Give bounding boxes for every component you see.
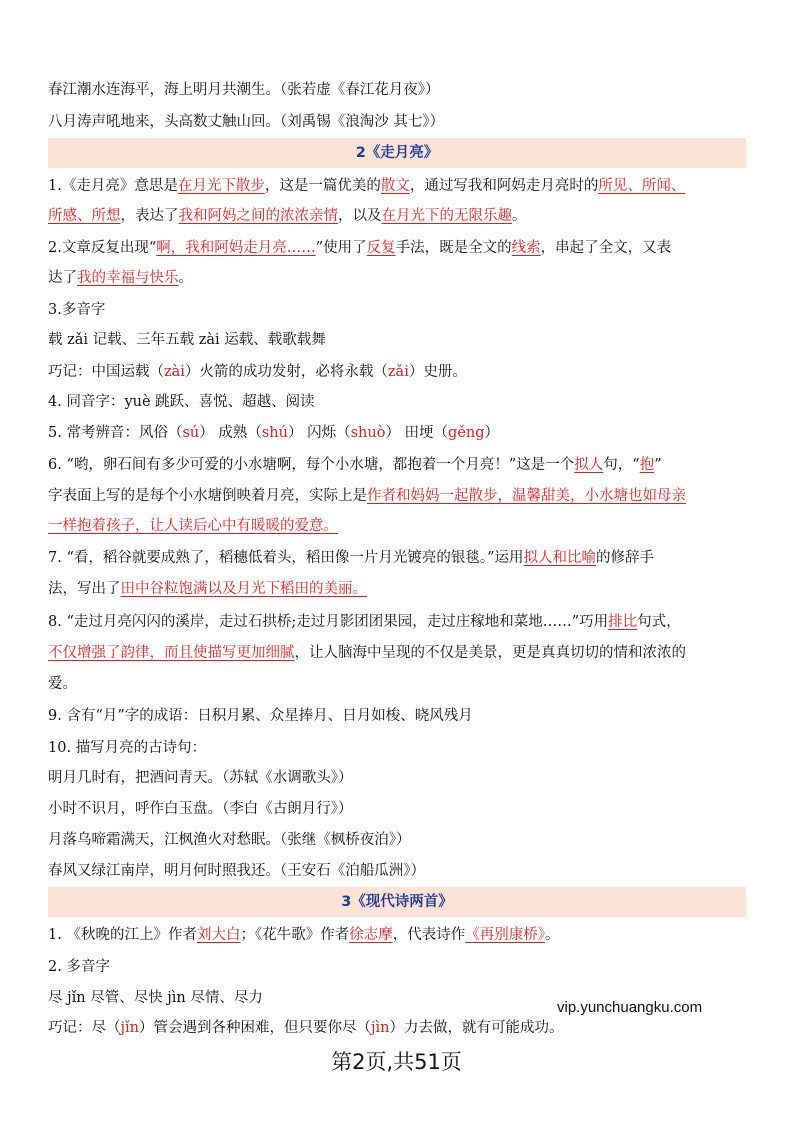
q2-line1 xyxy=(48,238,746,258)
text: ，代表诗作 xyxy=(392,927,466,943)
answer: 在月光下散步 xyxy=(177,178,265,194)
text: ；《花牛歌》作者 xyxy=(240,927,350,943)
text: 句，“ xyxy=(603,457,640,473)
text: ）史册。 xyxy=(408,364,467,380)
q4-line: 4. 同音字：yuè 跳跃、喜悦、超越、阅读 xyxy=(48,394,315,410)
text: 的修辞手 xyxy=(596,550,655,566)
text: ） 成熟（ xyxy=(199,425,262,441)
text: 5. 常考辨音：风俗（ xyxy=(48,425,183,441)
poem-line: 月落乌啼霜满天，江枫渔火对愁眠。（张继《枫桥夜泊》） xyxy=(48,832,411,848)
q6-line3 xyxy=(48,516,746,536)
poem-line: 春风又绿江南岸，明月何时照我还。（王安石《泊船瓜洲》） xyxy=(48,863,425,879)
q1-line1 xyxy=(48,176,746,196)
pinyin: shuò xyxy=(350,425,386,441)
text: 6. “哟，卵石间有多少可爱的小水塘啊，每个小水塘，都抱着一个月亮！”这是一个 xyxy=(48,457,575,473)
s3-q2-line: 尽 jǐn 尽管、尽快 jìn 尽情、尽力 xyxy=(48,990,263,1006)
q6-line1 xyxy=(48,455,746,475)
page-footer: 第2页,共51页 xyxy=(331,1050,462,1074)
text: 手法，既是全文的 xyxy=(395,240,512,256)
text: ，以及 xyxy=(338,208,382,224)
q9-line: 9. 含有“月”字的成语：日积月累、众星捧月、日月如梭、晓风残月 xyxy=(48,708,473,724)
answer: 田中谷粒饱满以及月光下稻田的美丽。 xyxy=(120,581,367,597)
s3-q1-line xyxy=(48,925,746,945)
text: 8. “走过月亮闪闪的溪岸，走过石拱桥;走过月影团团果园，走过庄稼地和菜地……”巧用 xyxy=(48,614,609,630)
s3-q2-title: 2. 多音字 xyxy=(48,959,110,975)
answer: 反复 xyxy=(366,240,396,256)
answer: 刘大白 xyxy=(196,927,241,943)
pinyin: jǐn xyxy=(120,1020,139,1036)
text: 7. “看，稻谷就要成熟了，稻穗低着头，稻田像一片月光镀亮的银毯。”运用 xyxy=(48,550,524,566)
text: ” xyxy=(654,457,662,473)
text: 。 xyxy=(178,270,193,286)
s3-q2-tip xyxy=(48,1018,746,1038)
text: ，表达了 xyxy=(120,208,179,224)
text: 。 xyxy=(512,208,527,224)
answer: 散文 xyxy=(380,178,410,194)
answer: ， xyxy=(570,488,585,504)
q1-line2 xyxy=(48,206,746,226)
q10-title: 10. 描写月亮的古诗句： xyxy=(48,740,207,756)
answer: 徐志摩 xyxy=(349,927,393,943)
pinyin: zài xyxy=(164,364,185,380)
q8-line1 xyxy=(48,612,746,632)
pinyin: gěng xyxy=(448,425,485,441)
text: ）力去做，就有可能成功。 xyxy=(389,1020,564,1036)
text: ）管会遇到各种困难，但只要你尽（ xyxy=(138,1020,371,1036)
answer: 啊，我和阿妈走月亮…… xyxy=(156,240,316,256)
watermark: vip.yunchuangku.com xyxy=(557,999,703,1016)
text: 。 xyxy=(544,927,560,943)
answer: 《再别康桥》 xyxy=(465,927,545,943)
text: 达了 xyxy=(48,270,77,286)
section-header: 3《现代诗两首》 xyxy=(48,887,746,917)
answer: 抱 xyxy=(639,457,655,473)
q3-tip xyxy=(48,362,746,382)
q5-line xyxy=(48,423,746,443)
answer: 一样抱着孩子，让人读后心中有暖暖的爱意。 xyxy=(48,518,338,534)
q8-line2 xyxy=(48,643,746,663)
text: 2.文章反复出现“ xyxy=(48,240,157,256)
text: 1. 《秋晚的江上》作者 xyxy=(48,927,197,943)
poem-line: 春江潮水连海平，海上明月共潮生。（张若虚《春江花月夜》） xyxy=(48,82,440,98)
text: ，串起了全文，又表 xyxy=(540,240,672,256)
q3-line: 载 zǎi 记载、三年五载 zài 运载、载歌载舞 xyxy=(48,332,326,348)
text: 句式， xyxy=(637,614,681,630)
answer: 线索 xyxy=(511,240,541,256)
text: ，通过写我和阿妈走月亮时的 xyxy=(409,178,599,194)
text: 巧记：中国运载（ xyxy=(48,364,164,380)
answer: 作者和妈妈一起散步，温馨甜美 xyxy=(367,488,570,504)
poem-line: 小时不识月，呼作白玉盘。（李白《古朗月行》） xyxy=(48,801,353,817)
text: ”使用了 xyxy=(315,240,367,256)
text: ） 田埂（ xyxy=(385,425,449,441)
q8-line3: 爱。 xyxy=(48,676,77,692)
answer: 我和阿妈之间的浓浓亲情 xyxy=(178,208,338,224)
pinyin: zǎi xyxy=(387,364,409,380)
answer: 所感、所想 xyxy=(48,208,121,224)
answer: 所见、所闻、 xyxy=(598,178,686,194)
text: 巧记：尽（ xyxy=(48,1020,121,1036)
answer: 拟人和比喻 xyxy=(523,550,597,566)
answer: 我的幸福与快乐 xyxy=(77,270,179,286)
poem-line: 八月涛声吼地来，头高数丈触山回。（刘禹锡《浪淘沙 其七》） xyxy=(48,114,445,130)
answer: 在月光下的无限乐趣 xyxy=(381,208,512,224)
text: ） 闪烁（ xyxy=(287,425,351,441)
q2-line2 xyxy=(48,268,746,288)
text: 法，写出了 xyxy=(48,581,121,597)
text: 1.《走月亮》意思是 xyxy=(48,178,178,194)
text: 字表面上写的是每个小水塘倒映着月亮，实际上是 xyxy=(48,488,367,504)
answer: 小水塘也如母亲 xyxy=(584,488,686,504)
answer: 不仅增强了韵律，而且使描写更加细腻 xyxy=(48,645,295,661)
text: ）火箭的成功发射，必将永载（ xyxy=(184,364,388,380)
answer: 排比 xyxy=(608,614,638,630)
pinyin: sú xyxy=(182,425,200,441)
pinyin: shú xyxy=(261,425,288,441)
text: ） xyxy=(484,425,500,441)
q3-title: 3.多音字 xyxy=(48,302,106,318)
q6-line2 xyxy=(48,486,746,506)
q7-line2 xyxy=(48,579,746,599)
q7-line1 xyxy=(48,548,746,568)
answer: 拟人 xyxy=(574,457,604,473)
pinyin: jìn xyxy=(370,1020,390,1036)
text: ，这是一篇优美的 xyxy=(264,178,381,194)
text: ，让人脑海中呈现的不仅是美景，更是真真切切的情和浓浓的 xyxy=(294,645,686,661)
poem-line: 明月几时有，把酒问青天。（苏轼《水调歌头》） xyxy=(48,770,353,786)
section-header: 2《走月亮》 xyxy=(48,138,746,168)
